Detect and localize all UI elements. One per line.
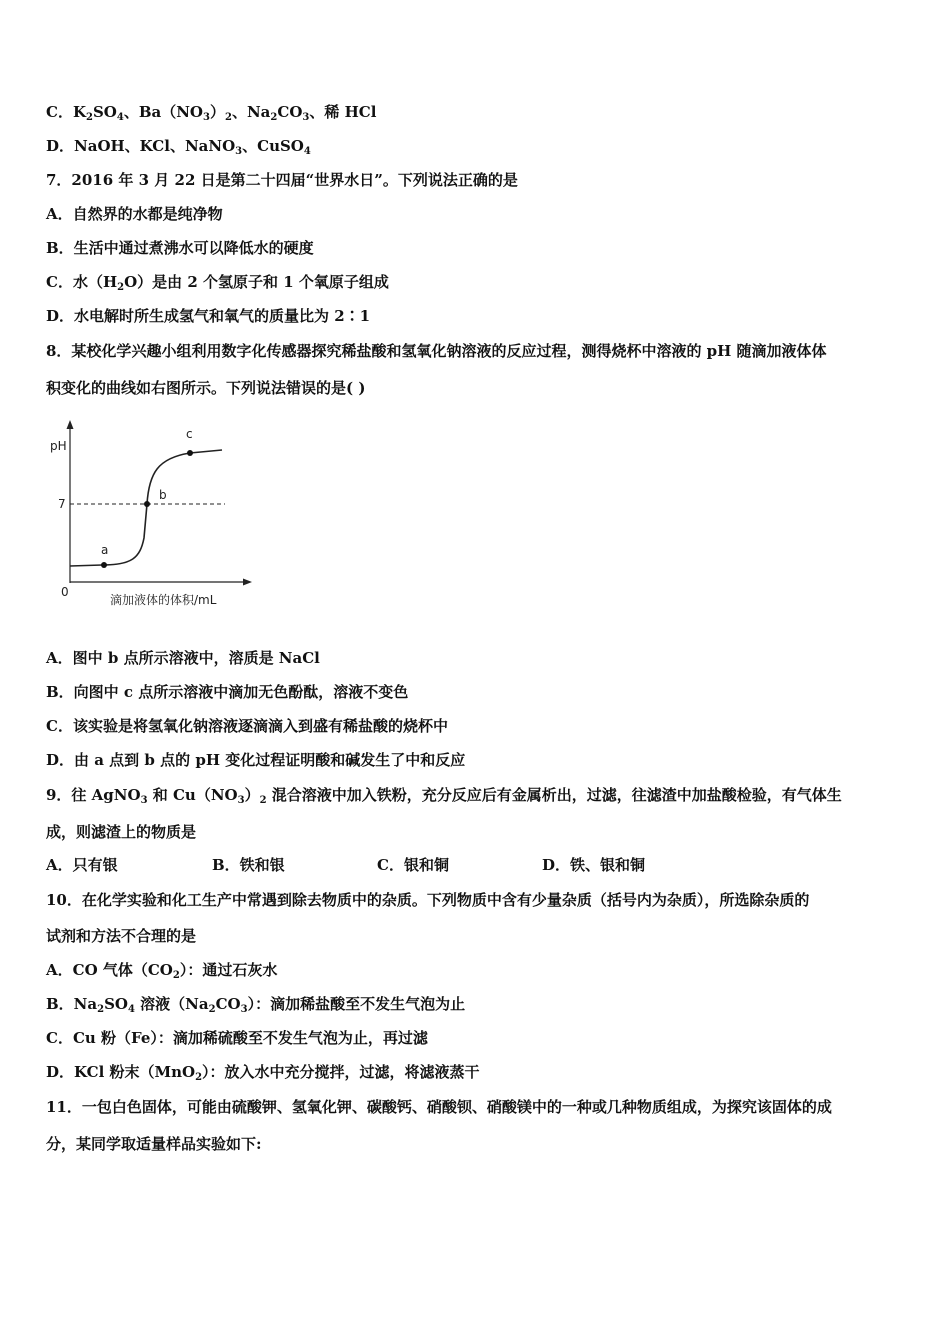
q10-option-b: B．$Na_2SO_4$ 溶液$(Na_2CO_3)$：滴加稀盐酸至不发生气泡为止 xyxy=(46,995,466,1015)
q11-stem-line1: 11．一包白色固体，可能由硫酸钾、氢氧化钾、碳酸钙、硝酸钡、硝酸镁中的一种或几种物质组成，为探究该固体的成 xyxy=(46,1098,832,1116)
q9-option-b: B．铁和银 xyxy=(212,856,285,874)
y-axis-label: pH xyxy=(50,439,67,453)
x-axis-label: 滴加液体的体积/mL xyxy=(110,593,217,607)
q9-option-d: D．铁、银和铜 xyxy=(542,856,646,874)
q9-stem-line2: 成，则滤渣上的物质是 xyxy=(46,823,197,841)
q8-option-d: D．由 a 点到 b 点的 pH 变化过程证明酸和碱发生了中和反应 xyxy=(46,751,466,769)
q8-stem-line1: 8．某校化学兴趣小组利用数字化传感器探究稀盐酸和氢氧化钠溶液的反应过程，测得烧杯中溶液的 pH 随滴加液体体 xyxy=(46,342,827,360)
q10-stem-line1: 10．在化学实验和化工生产中常遇到除去物质中的杂质。下列物质中含有少量杂质（括号内为杂质），所选除杂质的 xyxy=(46,891,810,909)
q10-option-d: D．KCl 粉末（MnO$_2$）：放入水中充分搅拌，过滤，将滤液蒸干 xyxy=(46,1063,480,1083)
q6-option-c: C．$K_2SO_4$、$Ba(NO_3)_2$、$Na_2CO_3$、稀 HCl xyxy=(46,103,377,123)
q7-option-b: B．生活中通过煮沸水可以降低水的硬度 xyxy=(46,239,314,257)
point-b-label: b xyxy=(159,488,167,502)
x-axis-arrow xyxy=(243,579,252,586)
point-b xyxy=(144,501,150,507)
q9-option-c: C．银和铜 xyxy=(377,856,449,874)
ph-curve-chart xyxy=(40,418,270,618)
ph-curve xyxy=(70,450,222,566)
point-a-label: a xyxy=(101,543,109,557)
point-c-label: c xyxy=(186,427,193,441)
y-tick-7: 7 xyxy=(58,497,66,511)
q8-option-a: A．图中 b 点所示溶液中，溶质是 NaCl xyxy=(46,649,320,667)
q8-option-b: B．向图中 c 点所示溶液中滴加无色酚酞，溶液不变色 xyxy=(46,683,409,701)
q8-stem-line2: 积变化的曲线如右图所示。下列说法错误的是( ) xyxy=(46,379,366,397)
origin-label: 0 xyxy=(61,585,69,599)
q11-stem-line2: 分，某同学取适量样品实验如下: xyxy=(46,1135,262,1153)
q8-option-c: C．该实验是将氢氧化钠溶液逐滴滴入到盛有稀盐酸的烧杯中 xyxy=(46,717,448,735)
q10-option-a: A．CO 气体$(CO_2)$：通过石灰水 xyxy=(46,961,278,981)
q10-stem-line2: 试剂和方法不合理的是 xyxy=(46,927,197,945)
point-a xyxy=(101,562,107,568)
q7-stem: 7．2016 年 3 月 22 日是第二十四届“世界水日”。下列说法正确的是 xyxy=(46,171,518,189)
point-c xyxy=(187,450,193,456)
q7-option-d: D．水电解时所生成氢气和氧气的质量比为 2∶1 xyxy=(46,307,371,325)
q10-option-c: C．Cu 粉（Fe）：滴加稀硫酸至不发生气泡为止，再过滤 xyxy=(46,1029,428,1047)
q9-option-a: A．只有银 xyxy=(46,856,118,874)
q9-stem-line1: 9．往 AgNO$_3$ 和 $Cu(NO_3)_2$ 混合溶液中加入铁粉，充分反应后有金属析出，过滤，往滤渣中加盐酸检验，有气体生 xyxy=(46,786,842,806)
y-axis-arrow xyxy=(67,420,74,429)
q7-option-c: C．水$(H_2O)$是由 2 个氢原子和 1 个氧原子组成 xyxy=(46,273,389,293)
q7-option-a: A．自然界的水都是纯净物 xyxy=(46,205,223,223)
q6-option-d: D．NaOH、KCl、NaNO$_3$、CuSO$_4$ xyxy=(46,137,311,157)
